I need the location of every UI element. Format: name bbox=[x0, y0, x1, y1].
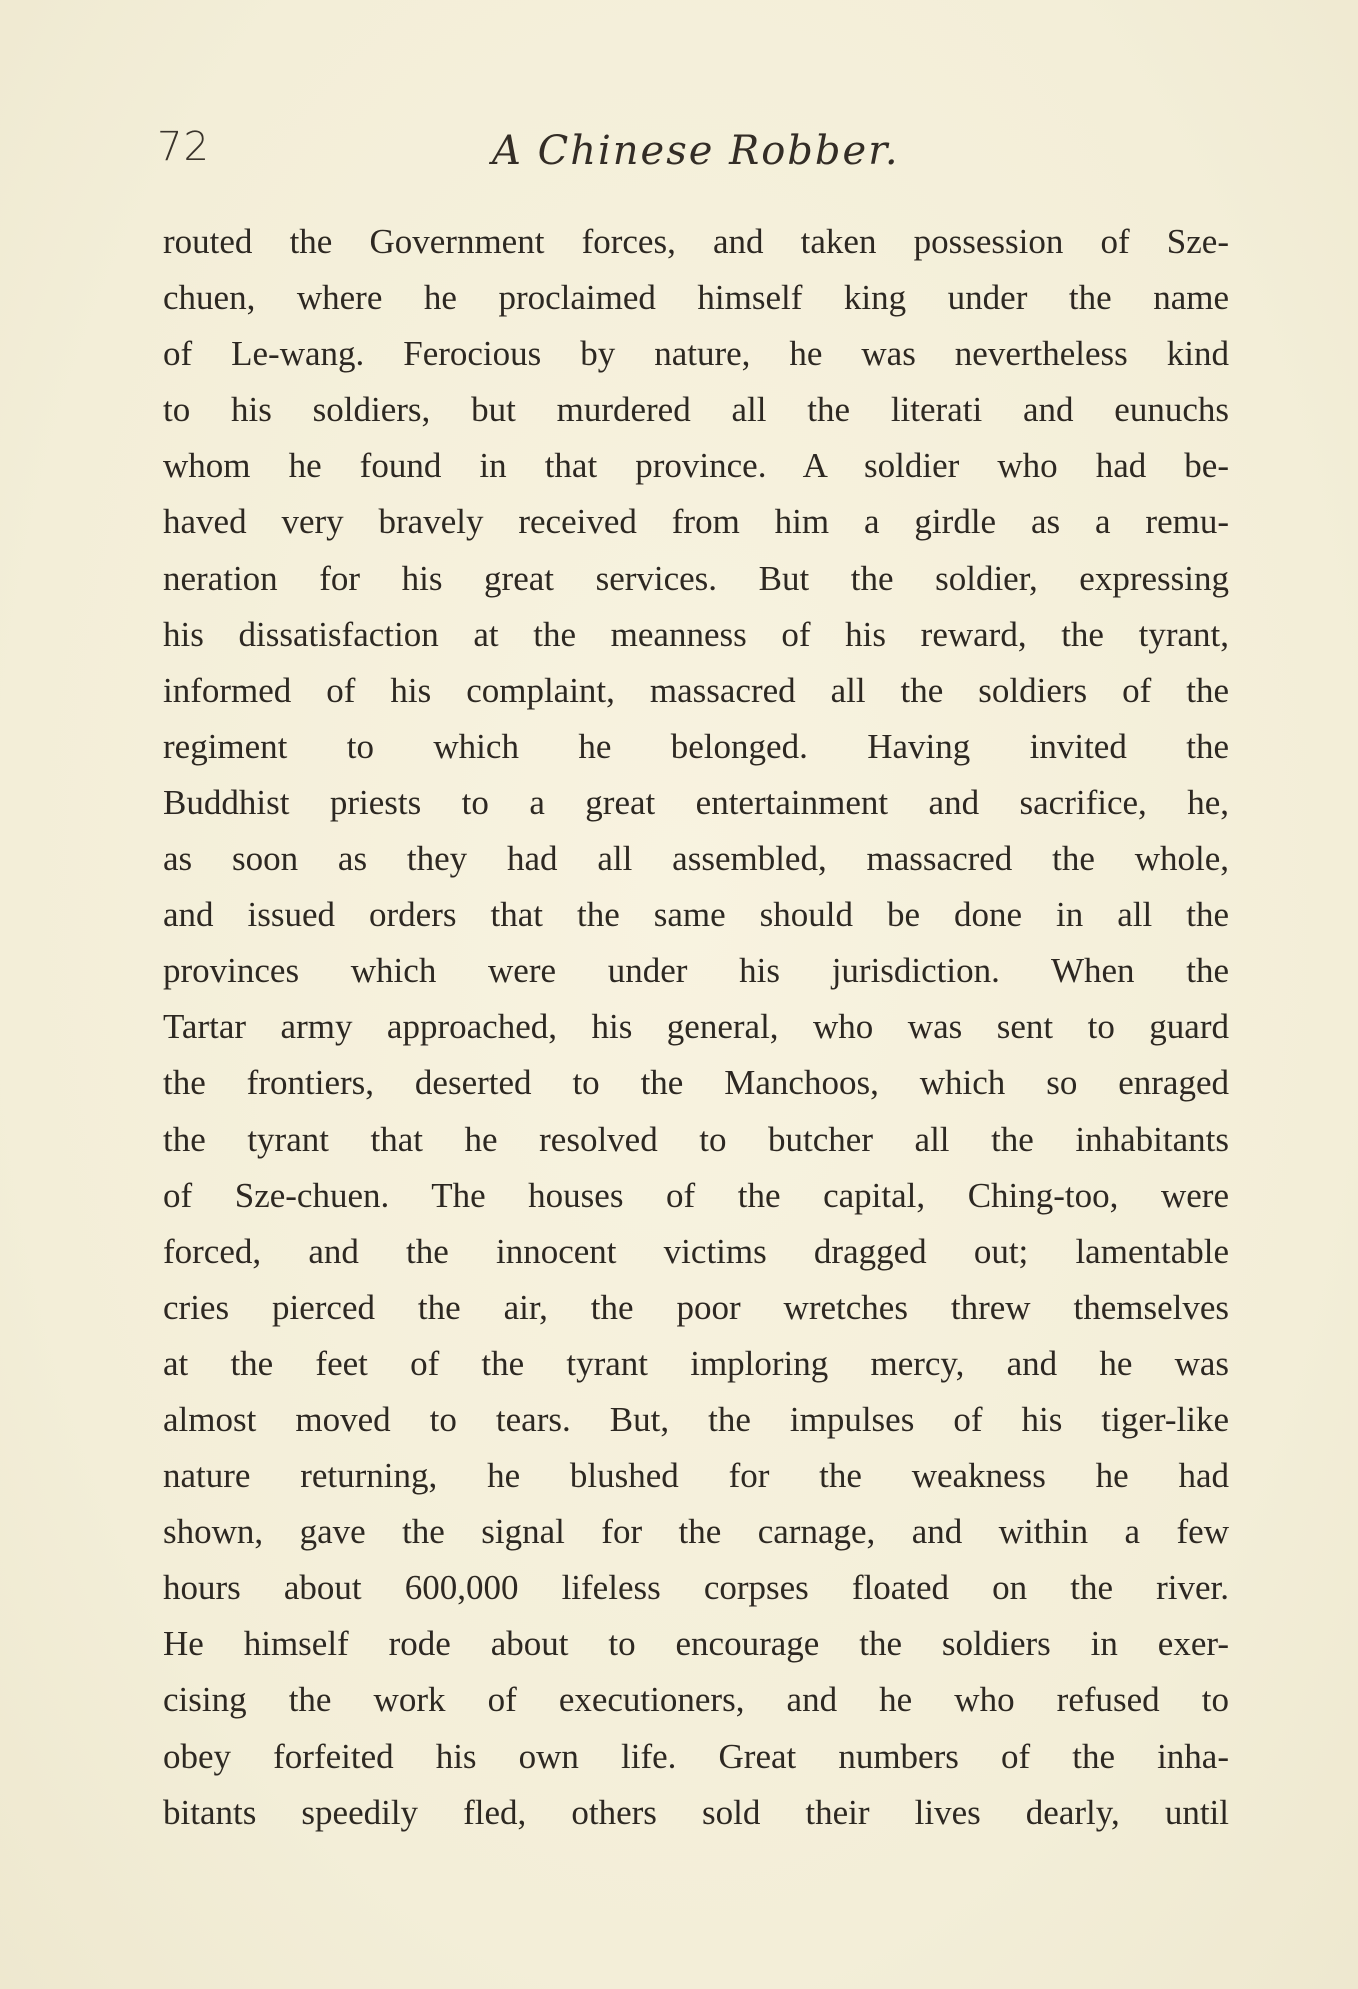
text-line: chuen, where he proclaimed himself king under the name bbox=[163, 278, 1229, 318]
text-line: Tartar army approached, his general, who was sent to guard bbox=[163, 1007, 1229, 1047]
text-line: obey forfeited his own life. Great numbers of the inha- bbox=[163, 1736, 1229, 1776]
text-line: his dissatisfaction at the meanness of his reward, the tyrant, bbox=[163, 614, 1229, 654]
text-line: the frontiers, deserted to the Manchoos, which so enraged bbox=[163, 1063, 1229, 1103]
text-line: of Le-wang. Ferocious by nature, he was nevertheless kind bbox=[163, 334, 1229, 374]
running-title: A Chinese Robber. bbox=[492, 128, 900, 174]
text-line: informed of his complaint, massacred all the soldiers of the bbox=[163, 670, 1229, 710]
text-line: of Sze-chuen. The houses of the capital, Ching-too, were bbox=[163, 1175, 1229, 1215]
text-line: almost moved to tears. But, the impulses of his tiger-like bbox=[163, 1399, 1229, 1439]
text-line: routed the Government forces, and taken possession of Sze- bbox=[163, 222, 1229, 261]
text-line: as soon as they had all assembled, massacred the whole, bbox=[163, 839, 1229, 879]
text-line: haved very bravely received from him a girdle as a remu- bbox=[163, 502, 1229, 542]
text-line: regiment to which he belonged. Having invited the bbox=[163, 726, 1229, 766]
page-number: 72 bbox=[157, 124, 210, 170]
body-text bbox=[163, 214, 1229, 1854]
text-line: and issued orders that the same should be done in all the bbox=[163, 895, 1229, 935]
text-line: cising the work of executioners, and he who refused to bbox=[163, 1680, 1229, 1720]
text-line: He himself rode about to encourage the soldiers in exer- bbox=[163, 1624, 1229, 1664]
text-line: cries pierced the air, the poor wretches threw themselves bbox=[163, 1287, 1229, 1327]
text-line: whom he found in that province. A soldier who had be- bbox=[163, 446, 1229, 486]
text-line: forced, and the innocent victims dragged out; lamentable bbox=[163, 1231, 1229, 1271]
text-line: neration for his great services. But the soldier, expressing bbox=[163, 558, 1229, 598]
text-line: to his soldiers, but murdered all the literati and eunuchs bbox=[163, 390, 1229, 430]
text-line: at the feet of the tyrant imploring mercy, and he was bbox=[163, 1343, 1229, 1383]
page-header bbox=[157, 124, 1227, 194]
text-line: nature returning, he blushed for the weakness he had bbox=[163, 1456, 1229, 1496]
text-line: the tyrant that he resolved to butcher all the inhabitants bbox=[163, 1119, 1229, 1159]
text-line: bitants speedily fled, others sold their lives dearly, until bbox=[163, 1792, 1229, 1832]
text-line: provinces which were under his jurisdiction. When the bbox=[163, 951, 1229, 991]
text-line: hours about 600,000 lifeless corpses floated on the river. bbox=[163, 1568, 1229, 1608]
text-line: shown, gave the signal for the carnage, and within a few bbox=[163, 1512, 1229, 1552]
text-line: Buddhist priests to a great entertainment and sacrifice, he, bbox=[163, 782, 1229, 822]
